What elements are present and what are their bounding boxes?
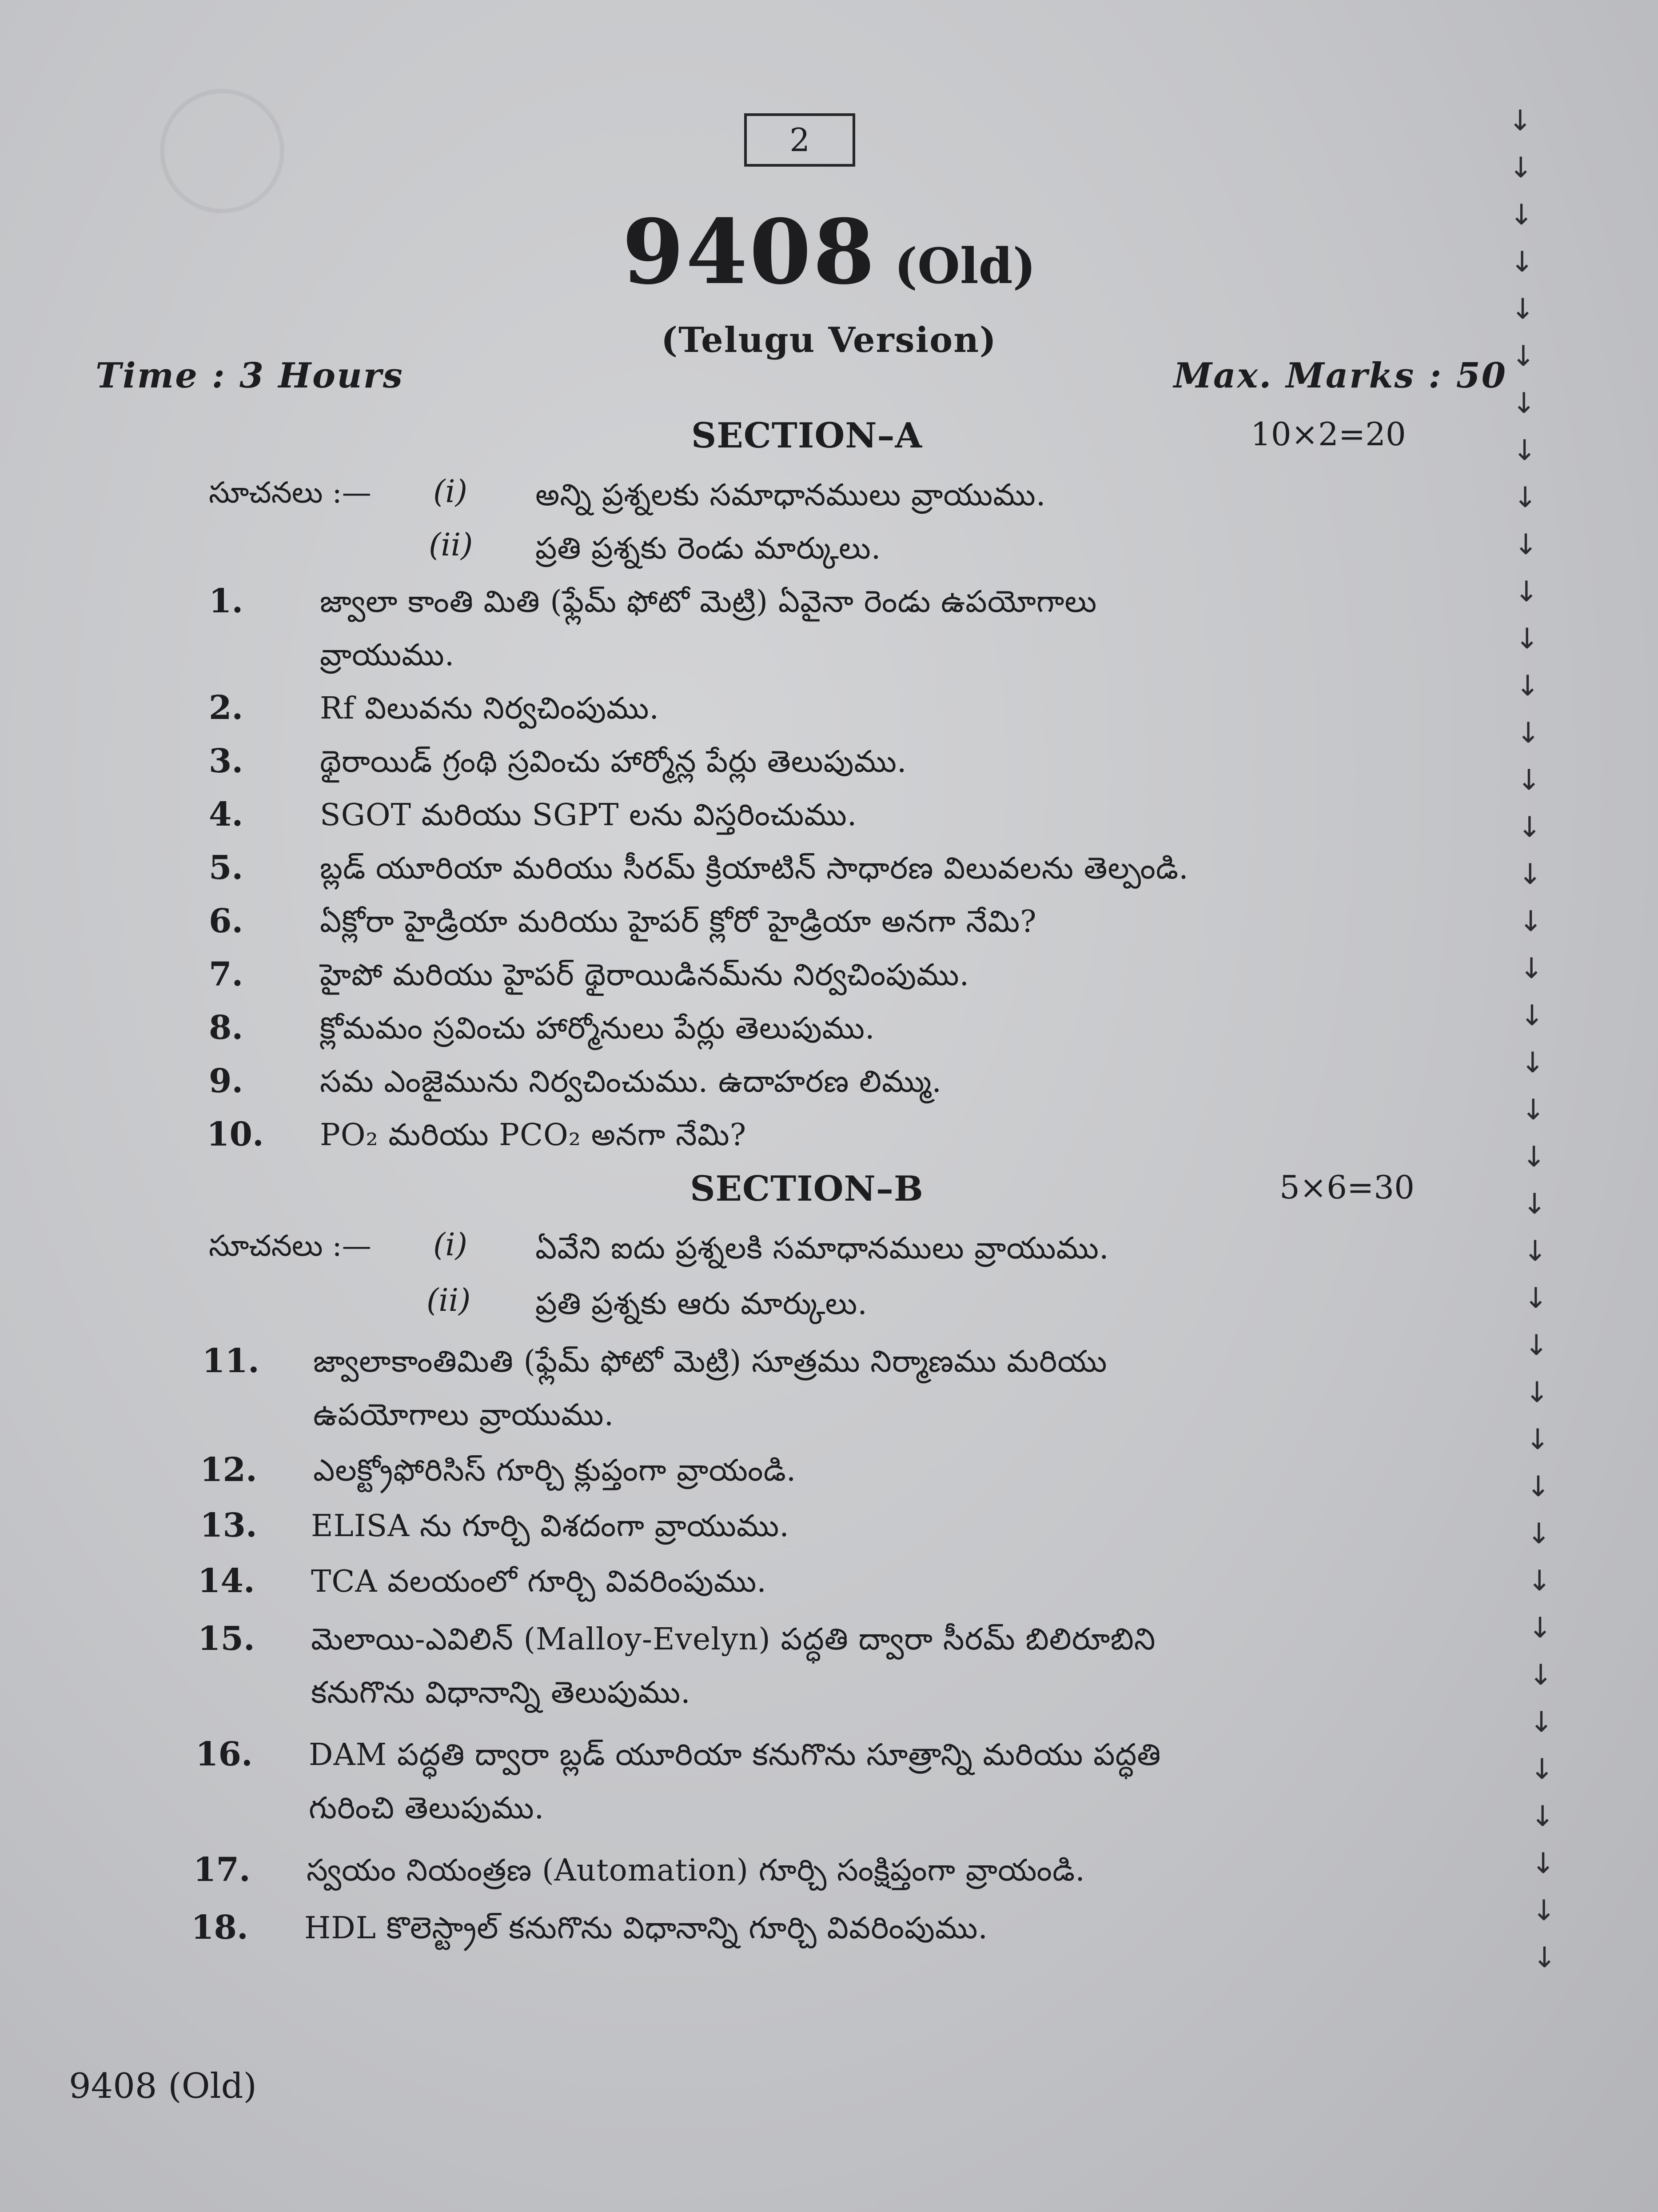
section-b-marks: 5×6=30 [1279, 1169, 1415, 1206]
margin-arrow-icon: ↓ [1515, 575, 1538, 608]
question-number: 2. [209, 689, 243, 727]
page-number: 2 [789, 121, 810, 159]
question-number: 4. [209, 795, 243, 834]
margin-arrow-icon: ↓ [1527, 1517, 1551, 1550]
question-text: ఉపయోగాలు వ్రాయుము. [313, 1397, 614, 1433]
margin-arrow-icon: ↓ [1511, 340, 1535, 373]
exam-duration: Time : 3 Hours [96, 355, 404, 396]
question-text: DAM పద్ధతి ద్వారా బ్లడ్ యూరియా కనుగొను సూత్రాన్ని మరియు పద్ధతి [309, 1737, 1161, 1773]
question-text: SGOT మరియు SGPT లను విస్తరించుము. [320, 798, 857, 833]
question-number: 12. [200, 1451, 257, 1489]
instruction-text: ప్రతి ప్రశ్నకు ఆరు మార్కులు. [535, 1286, 868, 1322]
question-number: 16. [195, 1735, 253, 1773]
question-number: 13. [200, 1506, 257, 1545]
question-text: కనుగొను విధానాన్ని తెలుపుము. [311, 1675, 691, 1710]
section-b-instructions-label: సూచనలు :— [209, 1229, 371, 1263]
max-marks: Max. Marks : 50 [1173, 355, 1507, 396]
question-number: 15. [198, 1620, 255, 1658]
question-text: TCA వలయంలో గూర్చి వివరింపుము. [311, 1564, 767, 1599]
question-number: 10. [207, 1115, 264, 1154]
question-number: 8. [209, 1009, 243, 1047]
question-text: జ్వాలాకాంతిమితి (ఫ్లేమ్ ఫోటో మెట్రి) సూత్రము నిర్మాణము మరియు [313, 1344, 1108, 1379]
question-text: మెలాయి-ఎవిలిన్ (Malloy-Evelyn) పద్ధతి ద్వారా సీరమ్ బిలిరూబిని [311, 1622, 1156, 1657]
section-a-instructions-label: సూచనలు :— [209, 475, 371, 510]
margin-arrow-icon: ↓ [1517, 764, 1541, 797]
margin-arrow-icon: ↓ [1519, 905, 1543, 938]
question-number: 14. [198, 1562, 255, 1600]
footer-paper-code: 9408 (Old) [69, 2066, 257, 2106]
margin-arrow-icon: ↓ [1514, 528, 1538, 561]
question-text: బ్లడ్ యూరియా మరియు సీరమ్ క్రియాటిన్ సాధారణ విలువలను తెల్పండి. [320, 851, 1189, 886]
question-text: సమ ఎంజైమును నిర్వచించుము. ఉదాహరణ లిమ్ము. [320, 1064, 942, 1099]
instruction-roman: (ii) [426, 1282, 471, 1318]
question-number: 11. [202, 1342, 259, 1380]
question-number: 18. [191, 1909, 248, 1947]
section-a-marks: 10×2=20 [1251, 415, 1406, 453]
margin-arrow-icon: ↓ [1519, 952, 1543, 985]
margin-arrow-icon: ↓ [1521, 1046, 1545, 1079]
margin-arrow-icon: ↓ [1526, 1423, 1550, 1456]
question-text: హైపో మరియు హైపర్ థైరాయిడినమ్‌ను నిర్వచింపుము. [320, 958, 970, 993]
margin-arrow-icon: ↓ [1530, 1800, 1555, 1833]
paper-variant: (Old) [894, 237, 1036, 295]
margin-arrow-icon: ↓ [1531, 1847, 1555, 1880]
question-text: స్వయం నియంత్రణ (Automation) గూర్చి సంక్షిప్తంగా వ్రాయండి. [307, 1853, 1085, 1888]
margin-arrow-icon: ↓ [1522, 1188, 1546, 1221]
question-text: ఏక్లోరా హైడ్రియా మరియు హైపర్ క్లోరో హైడ్రియా అనగా నేమి? [320, 904, 1037, 939]
question-text: PO₂ మరియు PCO₂ అనగా నేమి? [320, 1118, 747, 1153]
margin-arrow-icon: ↓ [1521, 1094, 1546, 1126]
question-number: 17. [193, 1851, 251, 1889]
margin-arrow-icon: ↓ [1511, 293, 1535, 326]
question-number: 5. [209, 849, 243, 887]
margin-arrow-icon: ↓ [1512, 434, 1537, 467]
margin-arrow-icon: ↓ [1527, 1565, 1552, 1597]
margin-arrow-icon: ↓ [1509, 152, 1533, 184]
question-number: 6. [209, 902, 243, 940]
question-text: థైరాయిడ్ గ్రంథి స్రవించు హార్మోన్ల పేర్లు తెలుపుము. [320, 744, 907, 779]
instruction-text: ఏవేని ఐదు ప్రశ్నలకి సమాధానములు వ్రాయుము. [535, 1231, 1109, 1266]
margin-arrow-icon: ↓ [1508, 104, 1532, 137]
margin-arrow-icon: ↓ [1528, 1612, 1552, 1645]
question-number: 1. [209, 582, 243, 620]
margin-arrow-icon: ↓ [1515, 623, 1539, 655]
margin-arrow-icon: ↓ [1518, 858, 1542, 891]
question-text: క్లోమమం స్రవించు హార్మోనులు పేర్లు తెలుపుము. [320, 1011, 875, 1046]
question-text: HDL కొలెస్ట్రాల్ కనుగొను విధానాన్ని గూర్చి వివరింపుము. [304, 1911, 988, 1946]
margin-arrow-icon: ↓ [1515, 670, 1540, 703]
instruction-roman: (ii) [429, 527, 473, 563]
instruction-roman: (i) [433, 473, 468, 510]
margin-arrow-icon: ↓ [1510, 246, 1534, 279]
margin-arrow-icon: ↓ [1518, 811, 1542, 844]
margin-arrow-icon: ↓ [1509, 199, 1534, 232]
section-b-title: SECTION–B [690, 1169, 924, 1209]
question-text: వ్రాయుము. [320, 638, 455, 673]
margin-arrow-icon: ↓ [1522, 1141, 1546, 1174]
question-text: Rf విలువను నిర్వచింపుము. [320, 691, 660, 726]
question-number: 9. [209, 1062, 243, 1100]
margin-arrow-icon: ↓ [1529, 1706, 1554, 1739]
margin-arrow-icon: ↓ [1532, 1941, 1557, 1974]
question-number: 7. [209, 955, 243, 994]
margin-arrow-icon: ↓ [1523, 1235, 1547, 1268]
question-number: 3. [209, 742, 243, 780]
language-version: (Telugu Version) [661, 320, 997, 360]
question-text: ELISA ను గూర్చి విశదంగా వ్రాయుము. [311, 1509, 789, 1544]
margin-arrow-icon: ↓ [1525, 1376, 1549, 1409]
instruction-text: అన్ని ప్రశ్నలకు సమాధానములు వ్రాయుము. [535, 478, 1046, 513]
question-text: జ్వాలా కాంతి మితి (ఫ్లేమ్ ఫోటో మెట్రి) ఏవైనా రెండు ఉపయోగాలు [320, 584, 1097, 619]
paper-code-heading [0, 200, 1658, 304]
margin-arrow-icon: ↓ [1516, 717, 1540, 750]
margin-arrow-icon: ↓ [1520, 999, 1544, 1032]
margin-arrow-icon: ↓ [1524, 1329, 1549, 1362]
margin-arrow-icon: ↓ [1529, 1659, 1553, 1692]
margin-arrow-icon: ↓ [1512, 387, 1536, 420]
question-text: ఎలక్ట్రోఫోరిసిస్ గూర్చి క్లుప్తంగా వ్రాయండి. [313, 1453, 797, 1488]
margin-arrow-icon: ↓ [1513, 481, 1537, 514]
page-number-box [744, 113, 855, 167]
question-text: గురించి తెలుపుము. [309, 1791, 545, 1826]
margin-arrow-icon: ↓ [1526, 1470, 1550, 1503]
paper-code: 9408 [622, 200, 877, 304]
section-a-title: SECTION–A [691, 415, 923, 456]
margin-arrow-icon: ↓ [1532, 1894, 1556, 1927]
margin-arrow-icon: ↓ [1530, 1753, 1554, 1786]
instruction-text: ప్రతి ప్రశ్నకు రెండు మార్కులు. [535, 531, 881, 566]
faint-stamp-mark [160, 89, 284, 213]
instruction-roman: (i) [433, 1226, 468, 1263]
margin-arrow-icon: ↓ [1524, 1282, 1548, 1315]
